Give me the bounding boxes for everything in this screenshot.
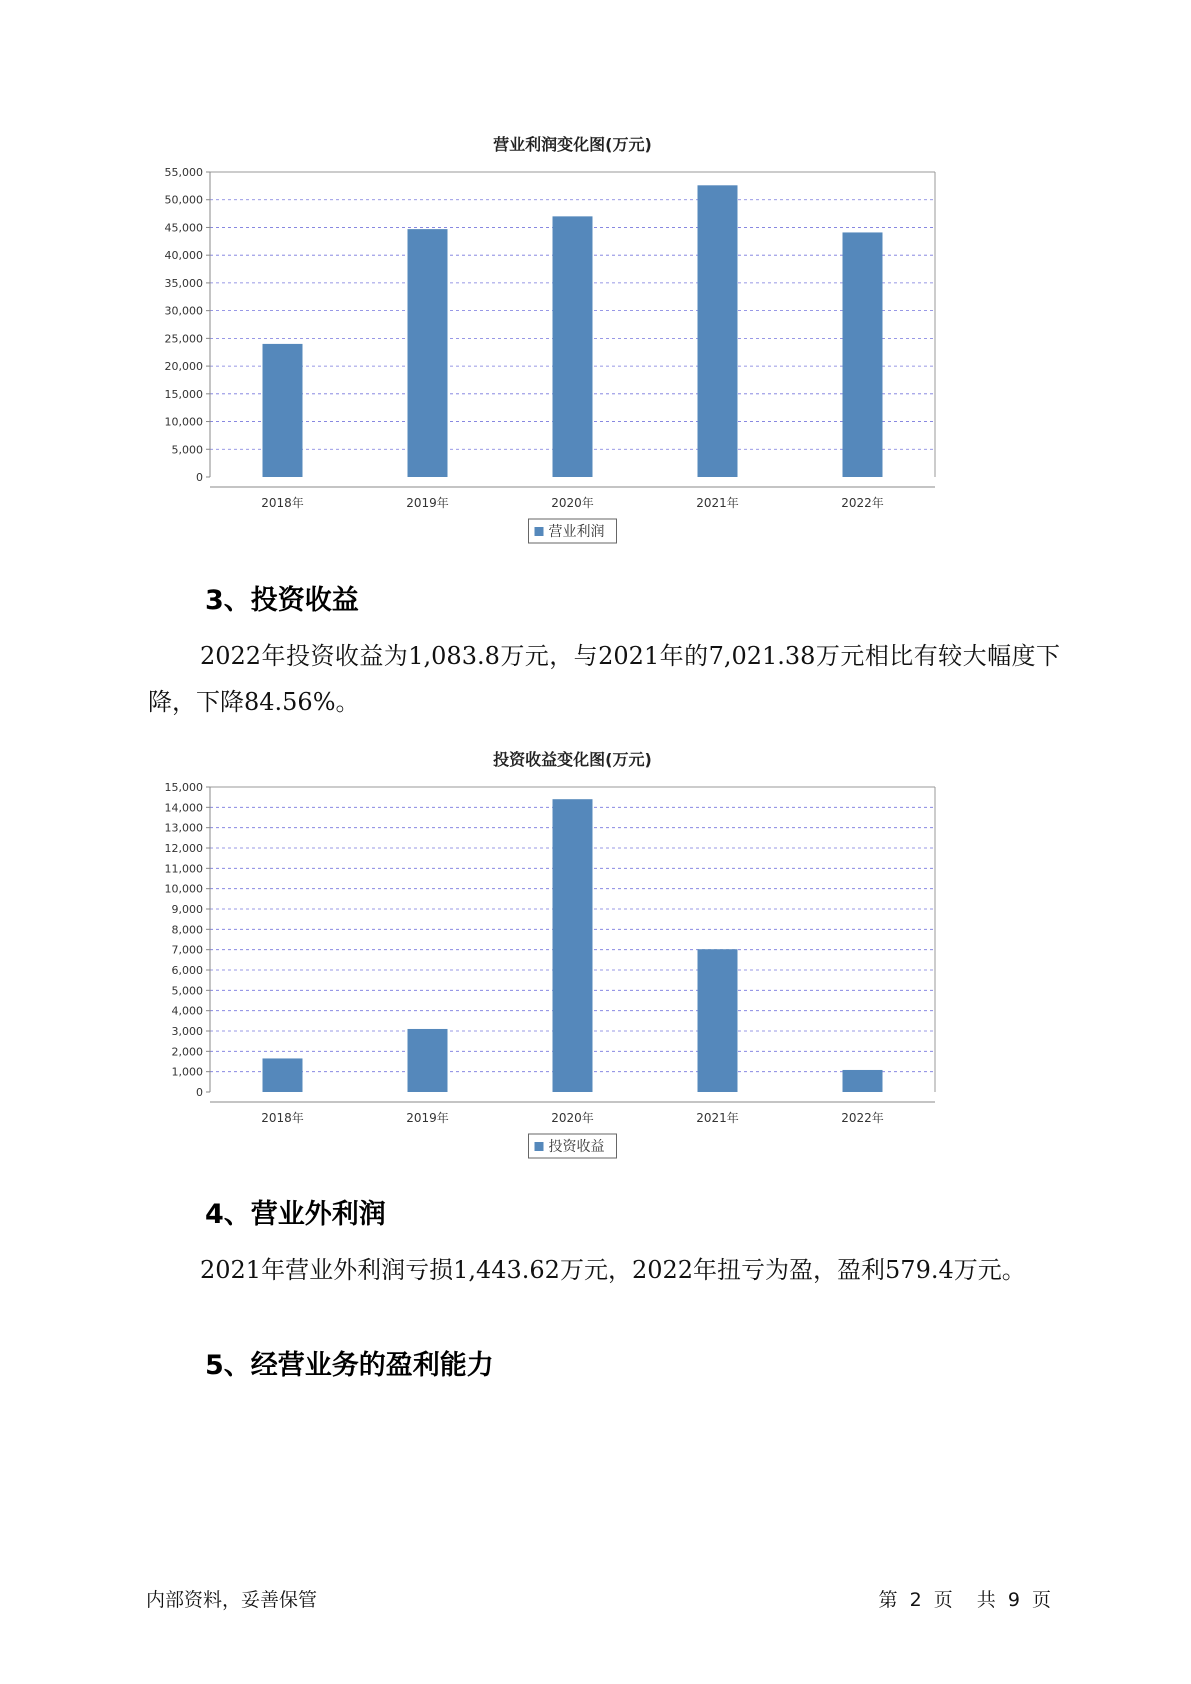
y-tick-label: 25,000: [164, 332, 203, 346]
y-tick-label: 40,000: [164, 249, 203, 263]
x-tick-label: 2022年: [841, 496, 884, 510]
bar-2020年: [553, 799, 593, 1092]
legend-label: 投资收益: [548, 1139, 605, 1155]
bar-2019年: [408, 229, 448, 477]
y-tick-label: 5,000: [171, 443, 203, 457]
y-tick-label: 30,000: [164, 304, 203, 318]
bar-2019年: [408, 1029, 448, 1092]
bar-2022年: [843, 1070, 883, 1092]
y-tick-label: 10,000: [164, 415, 203, 429]
operating-profit-chart: [140, 130, 1080, 550]
profitability-heading: 5、经营业务的盈利能力: [205, 1350, 494, 1381]
x-tick-label: 2019年: [406, 496, 449, 510]
y-tick-label: 12,000: [164, 842, 203, 855]
y-tick-label: 13,000: [164, 821, 203, 835]
legend-swatch: [535, 527, 544, 536]
x-tick-label: 2018年: [261, 496, 304, 510]
y-tick-label: 0: [196, 471, 203, 484]
bar-2018年: [263, 344, 303, 477]
investment-income-paragraph: 2022年投资收益为1,083.8万元，与2021年的7,021.38万元相比有较大幅度下降，下降84.56%。: [148, 642, 1060, 716]
y-tick-label: 15,000: [164, 387, 203, 401]
bar-2022年: [843, 232, 883, 477]
chart-title: 投资收益变化图(万元): [493, 750, 652, 769]
page-mid: 页: [933, 1589, 953, 1611]
y-tick-label: 14,000: [164, 801, 203, 815]
x-tick-label: 2019年: [406, 1111, 449, 1125]
y-tick-label: 1,000: [171, 1065, 203, 1079]
x-tick-label: 2020年: [551, 1111, 594, 1125]
y-tick-label: 2,000: [171, 1045, 203, 1059]
y-tick-label: 11,000: [164, 862, 203, 876]
bar-2018年: [263, 1058, 303, 1092]
y-tick-label: 45,000: [164, 221, 203, 235]
non-operating-profit-heading: 4、营业外利润: [205, 1199, 386, 1230]
page-current: 2: [909, 1589, 922, 1611]
y-tick-label: 15,000: [164, 781, 203, 794]
x-tick-label: 2021年: [696, 1111, 739, 1125]
x-tick-label: 2022年: [841, 1111, 884, 1125]
x-tick-label: 2020年: [551, 496, 594, 510]
y-tick-label: 3,000: [171, 1025, 203, 1038]
y-tick-label: 7,000: [171, 943, 203, 957]
chart-title: 营业利润变化图(万元): [493, 135, 652, 154]
y-tick-label: 9,000: [171, 903, 203, 916]
x-tick-label: 2018年: [261, 1111, 304, 1125]
legend-swatch: [535, 1142, 544, 1151]
y-tick-label: 20,000: [164, 360, 203, 374]
bar-2021年: [698, 185, 738, 477]
x-tick-label: 2021年: [696, 496, 739, 510]
investment-income-heading: 3、投资收益: [205, 585, 359, 616]
non-operating-profit-paragraph: 2021年营业外利润亏损1,443.62万元，2022年扭亏为盈，盈利579.4万元。: [200, 1256, 1026, 1284]
investment-income-chart: [140, 745, 1080, 1165]
y-tick-label: 0: [196, 1086, 203, 1099]
footer-page-number: [879, 1585, 1051, 1612]
y-tick-label: 6,000: [171, 964, 203, 977]
page-total-prefix: 共: [976, 1589, 996, 1611]
bar-2021年: [698, 949, 738, 1092]
y-tick-label: 8,000: [171, 923, 203, 937]
y-tick-label: 10,000: [164, 882, 203, 896]
y-tick-label: 55,000: [164, 166, 203, 179]
legend-label: 营业利润: [548, 524, 605, 540]
operating-profit-chart-svg: [140, 130, 1080, 550]
footer-confidential-note: 内部资料，妥善保管: [146, 1589, 318, 1611]
y-tick-label: 4,000: [171, 1004, 203, 1018]
y-tick-label: 50,000: [164, 193, 203, 207]
page-suffix: 页: [1031, 1589, 1051, 1611]
investment-income-chart-svg: [140, 745, 1080, 1165]
page-total: 9: [1007, 1589, 1020, 1611]
page-prefix: 第: [878, 1589, 898, 1611]
y-tick-label: 5,000: [171, 984, 203, 998]
y-tick-label: 35,000: [164, 276, 203, 290]
bar-2020年: [553, 216, 593, 477]
